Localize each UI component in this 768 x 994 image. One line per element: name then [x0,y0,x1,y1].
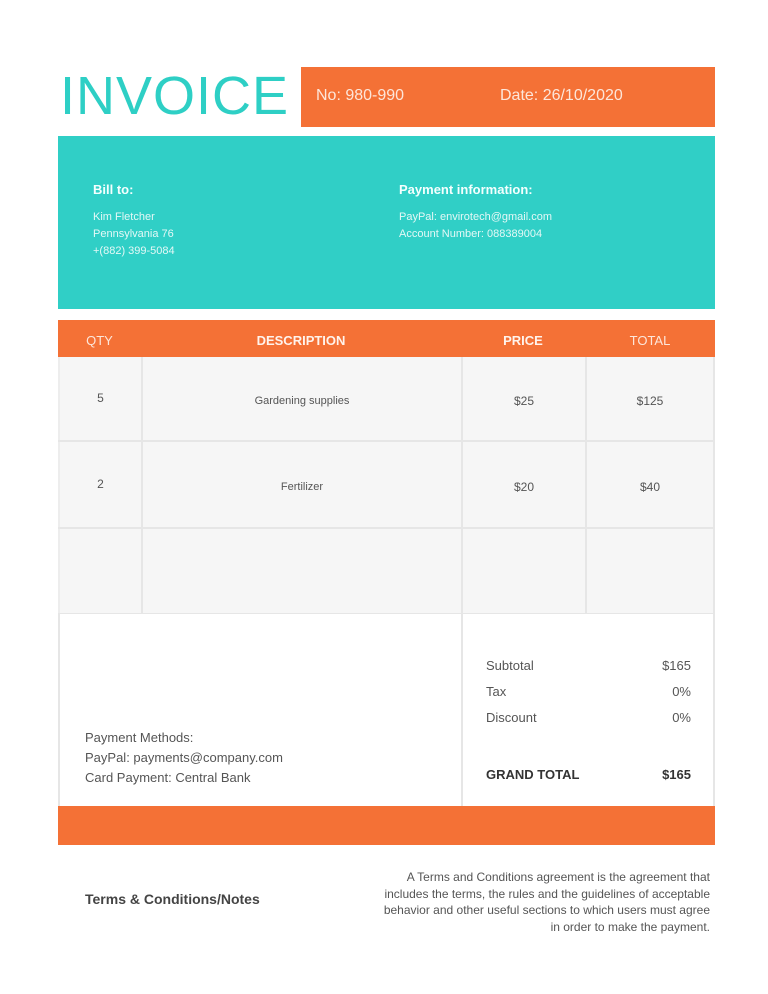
bill-to-name: Kim Fletcher [93,211,155,223]
subtotal-value: $165 [662,658,691,673]
payment-info-heading: Payment information: [399,182,533,197]
payment-info-paypal: PayPal: envirotech@gmail.com [399,211,553,223]
table-header [58,320,715,357]
bill-to-phone: +(882) 399-5084 [93,245,175,257]
line-items-table [58,357,715,614]
payment-methods-paypal: PayPal: payments@company.com [85,750,283,765]
invoice-meta-box [301,67,715,127]
discount-label: Discount [486,710,537,725]
table-row [58,357,715,442]
table-row [58,442,715,529]
payment-methods-heading: Payment Methods: [85,730,194,745]
grand-total-value: $165 [662,767,691,782]
item-description: Gardening supplies [254,395,350,407]
column-header-description: DESCRIPTION [256,333,346,348]
grand-total-label: GRAND TOTAL [486,767,580,782]
invoice-number: No: 980-990 [316,87,405,104]
bill-to-address: Pennsylvania 76 [93,228,174,240]
item-price: $25 [513,394,535,408]
column-header-price: PRICE [503,333,543,348]
footer-bar [58,806,715,845]
item-qty: 5 [97,391,104,405]
column-header-qty: QTY [86,333,113,348]
invoice-title: INVOICE [60,66,290,126]
item-qty: 2 [97,477,104,491]
tax-value: 0% [672,684,691,699]
terms-text: A Terms and Conditions agreement is the agreement that includes the terms, the rules and the guidelines of acceptable behavior and other useful sections to which users must agree in order to make the payment. [383,870,710,934]
terms-title: Terms & Conditions/Notes [85,891,260,907]
column-header-total: TOTAL [629,333,671,348]
item-description: Fertilizer [280,481,324,493]
tax-label: Tax [486,684,507,699]
item-price: $20 [513,480,535,494]
bill-to-heading: Bill to: [93,182,134,197]
subtotal-label: Subtotal [486,658,534,673]
payment-methods-card: Card Payment: Central Bank [85,770,251,785]
table-row [58,529,715,615]
summary-divider [461,614,463,806]
item-total: $40 [639,480,661,494]
discount-value: 0% [672,710,691,725]
payment-info-account: Account Number: 088389004 [399,228,543,240]
summary-section [58,614,715,806]
invoice-date: Date: 26/10/2020 [500,87,623,104]
item-total: $125 [636,394,664,408]
billing-info-panel [58,136,715,309]
